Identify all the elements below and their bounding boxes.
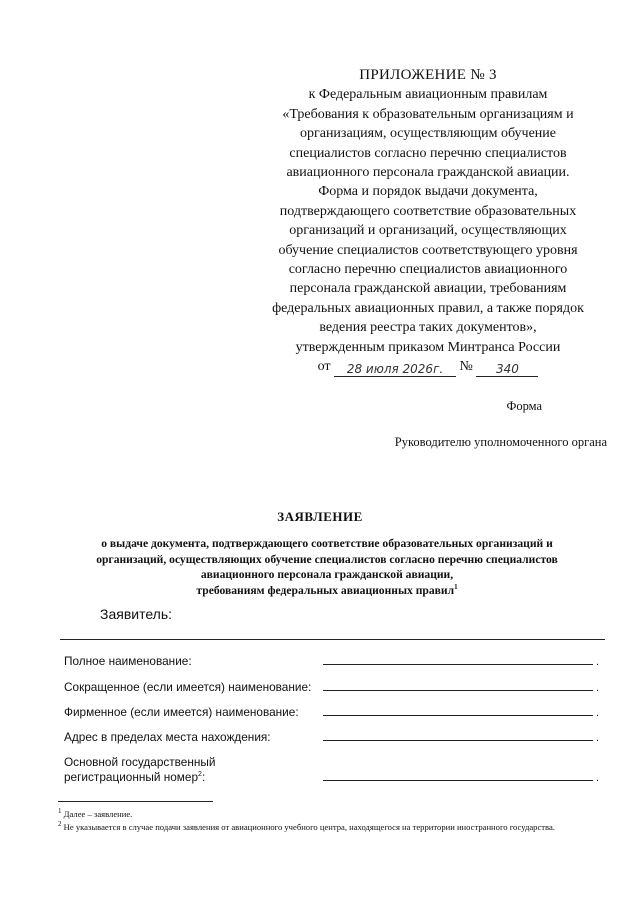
field-input-ogrn[interactable] [323,780,593,781]
appendix-line: обучение специалистов соответствующего уровня [278,242,578,258]
footnote-1 [58,808,606,820]
statement-subtitle-line [40,583,614,599]
field-end-dot: . [596,707,600,719]
field-label-ogrn [64,755,215,785]
appendix-title: ПРИЛОЖЕНИЕ № 3 [359,67,497,83]
field-end-dot: . [596,682,600,694]
order-date-handwritten: 28 июля 2026г. [334,360,456,377]
field-input-short-name[interactable] [323,690,593,691]
field-label-short-name: Сокращенное (если имеется) наименование: [64,680,312,694]
appendix-line: «Требования к образовательным организациям и [282,106,574,122]
field-label-full-name: Полное наименование: [64,654,192,668]
addressee: Руководителю уполномоченного органа [394,435,607,449]
appendix-header [258,66,598,377]
footnote-text: Далее – заявление. [63,809,133,819]
applicant-label: Заявитель: [100,606,173,622]
statement-subtitle-line: авиационного персонала гражданской авиации, [200,568,454,581]
field-input-brand-name[interactable] [323,715,593,716]
footnote-mark: 1 [58,807,62,816]
footnote-rule [58,801,213,802]
appendix-line: персонала гражданской авиации, требованиям [289,281,567,297]
footnote-text: Не указывается в случае подачи заявления от авиационного учебного центра, находящегося на территории иностранного государства. [63,822,555,832]
appendix-line: подтверждающего соответствие образовательных [279,203,577,219]
field-label-brand-name: Фирменное (если имеется) наименование: [64,705,299,719]
statement-title: ЗАЯВЛЕНИЕ [277,509,363,524]
statement-subtitle-line: организаций, осуществляющих обучение специалистов согласно перечню специалистов [96,552,558,566]
appendix-line: организаций и организаций, осуществляющих [289,223,567,239]
order-from-label: от [317,359,331,375]
order-number-handwritten: 340 [476,360,538,377]
statement-subtitle-line: о выдаче документа, подтверждающего соответствие образовательных организаций и [101,537,553,550]
appendix-line: к Федеральным авиационным правилам [308,87,548,103]
appendix-line: авиационного персонала гражданской авиации. [286,165,570,181]
field-end-dot: . [596,732,600,744]
field-end-dot: . [596,656,600,668]
field-label-ogrn-line1: Основной государственный [64,755,216,769]
form-label: Форма [506,399,542,413]
appendix-line: специалистов согласно перечню специалистов [289,145,567,161]
field-label-ogrn-line2: регистрационный номер$^2$: [64,770,206,784]
field-label-address: Адрес в пределах места нахождения: [64,730,271,744]
field-input-address[interactable] [323,740,593,741]
footnote-mark: 2 [58,820,62,829]
order-number-label: № [459,359,473,375]
footnote-ref: 1 [454,582,458,591]
footnote-ref: 2 [198,771,202,779]
appendix-line: утвержденным приказом Минтранса России [295,339,561,355]
applicant-underline [60,639,605,640]
appendix-line: ведения реестра таких документов», [319,320,537,336]
appendix-line: организациям, осуществляющим обучение [299,126,556,142]
footnote-2 [58,821,606,833]
field-label-ogrn-text: регистрационный номер [64,770,199,784]
appendix-line: Форма и порядок выдачи документа, [318,184,538,200]
field-end-dot: . [596,772,600,784]
appendix-line: согласно перечню специалистов авиационного [288,262,568,278]
field-input-full-name[interactable] [323,664,593,665]
statement-subtitle-text: требованиям федеральных авиационных правил [196,583,455,597]
order-reference [258,357,598,376]
statement-subtitle [40,536,614,598]
appendix-line: федеральных авиационных правил, а также порядок [272,300,584,316]
